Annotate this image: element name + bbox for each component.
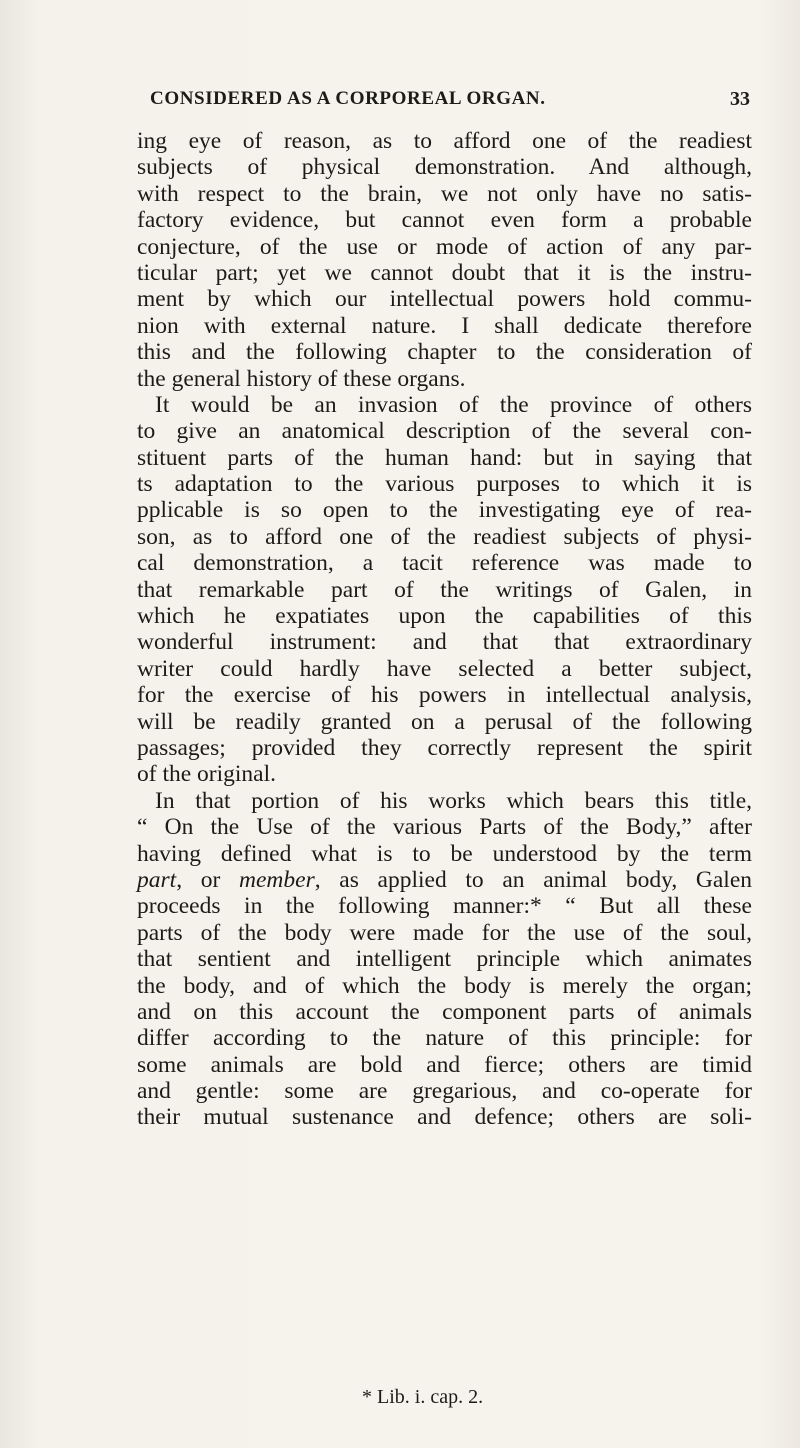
text-line: which he expatiates upon the capabilities of this xyxy=(137,603,752,630)
text-line: the general history of these organs. xyxy=(137,365,466,392)
text-line: having defined what is to be understood by the term xyxy=(137,840,752,867)
text-line: pplicable is so open to the investigating eye of rea- xyxy=(137,497,752,524)
text-line: ing eye of reason, as to afford one of the readiest xyxy=(137,128,752,154)
italic-term: member xyxy=(239,866,315,893)
text-line: ment by which our intellectual powers hold commu- xyxy=(137,286,752,313)
text-line: It would be an invasion of the province of others xyxy=(155,391,752,418)
footnote: * Lib. i. cap. 2. xyxy=(362,1386,484,1408)
text-line xyxy=(137,867,752,893)
text-line: ticular part; yet we cannot doubt that it is the instru- xyxy=(137,259,752,286)
text-line: ts adaptation to the various purposes to which it is xyxy=(137,471,752,498)
text-line: of the original. xyxy=(137,761,277,788)
italic-term: part xyxy=(137,866,177,893)
text-line: cal demonstration, a tacit reference was made to xyxy=(137,550,752,577)
text-line: stituent parts of the human hand: but in saying that xyxy=(137,444,752,471)
text-line: son, as to afford one of the readiest subjects of physi- xyxy=(137,523,752,550)
text-line: differ according to the nature of this principle: for xyxy=(137,1025,752,1052)
text-line: and gentle: some are gregarious, and co-operate for xyxy=(137,1078,752,1105)
body-text xyxy=(137,128,752,1131)
text-line: nion with external nature. I shall dedicate therefore xyxy=(137,312,752,339)
text-line: will be readily granted on a perusal of the following xyxy=(137,708,752,735)
text-line: writer could hardly have selected a better subject, xyxy=(137,655,752,682)
text-line: the body, and of which the body is merely the organ; xyxy=(137,972,752,999)
text-line: subjects of physical demonstration. And although, xyxy=(137,154,752,181)
text-line: “ On the Use of the various Parts of the Body,” after xyxy=(137,814,752,841)
text-line: to give an anatomical description of the several con- xyxy=(137,418,752,445)
text-line: conjecture, of the use or mode of action of any par- xyxy=(137,233,752,260)
text-line: some animals are bold and fierce; others are timid xyxy=(137,1051,752,1078)
text-line: factory evidence, but cannot even form a probable xyxy=(137,207,752,234)
text-line: for the exercise of his powers in intellectual analysis, xyxy=(137,682,752,709)
text-line: and on this account the component parts of animals xyxy=(137,998,752,1025)
running-title: CONSIDERED AS A CORPOREAL ORGAN. xyxy=(150,88,546,109)
text-segment: , or xyxy=(176,866,240,893)
text-line: parts of the body were made for the use of the soul, xyxy=(137,919,752,946)
text-line: wonderful instrument: and that that extraordinary xyxy=(137,629,752,656)
text-line: their mutual sustenance and defence; others are soli- xyxy=(137,1104,752,1131)
text-line: proceeds in the following manner:* “ But all these xyxy=(137,893,752,920)
text-line: that remarkable part of the writings of Galen, in xyxy=(137,576,752,603)
text-line: passages; provided they correctly represent the spirit xyxy=(137,734,752,761)
text-line: this and the following chapter to the consideration of xyxy=(137,339,752,366)
text-line: that sentient and intelligent principle which animates xyxy=(137,946,752,973)
running-head xyxy=(150,88,750,116)
page-number: 33 xyxy=(730,88,750,110)
text-line: In that portion of his works which bears this title, xyxy=(155,787,752,814)
text-segment: , as applied to an animal body, Galen xyxy=(314,866,752,893)
text-line: with respect to the brain, we not only have no satis- xyxy=(137,180,752,207)
